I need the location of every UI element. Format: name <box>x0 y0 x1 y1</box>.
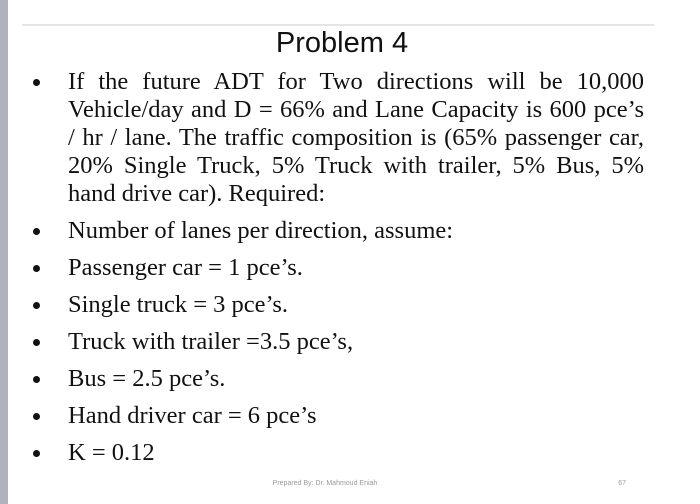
bullet-list <box>0 68 644 476</box>
bullet-dot-icon <box>33 450 40 457</box>
footer-page-number: 67 <box>618 480 626 487</box>
bullet-text: If the future ADT for Two directions will be 10,000 Vehicle/day and D = 66% and Lane Capacity is 600 pce’s / hr / lane. The traffic composition is (65% passenger car, 20% Single Truck, 5% Truck with trailer, 5% Bus, 5% hand drive car). Required: <box>68 68 644 207</box>
footer-credit: Prepared By: Dr. Mahmoud Eniah <box>272 480 378 487</box>
bullet-text: Hand driver car = 6 pce’s <box>68 402 317 429</box>
bullet-item-problem-statement <box>0 68 644 208</box>
slide-title: Problem 4 <box>275 27 409 59</box>
bullet-dot-icon <box>33 339 40 346</box>
bullet-text: Bus = 2.5 pce’s. <box>68 365 226 392</box>
bullet-text: Single truck = 3 pce’s. <box>68 291 288 318</box>
bullet-dot-icon <box>33 265 40 272</box>
bullet-dot-icon <box>33 413 40 420</box>
slide-top-border <box>22 24 654 26</box>
bullet-item-lanes-required <box>0 217 644 245</box>
bullet-text: Truck with trailer =3.5 pce’s, <box>68 328 354 355</box>
bullet-dot-icon <box>33 79 40 86</box>
bullet-item-passenger-car <box>0 254 644 282</box>
bullet-item-truck-with-trailer <box>0 328 644 356</box>
bullet-item-hand-driver-car <box>0 402 644 430</box>
bullet-text: K = 0.12 <box>68 439 155 466</box>
bullet-item-single-truck <box>0 291 644 319</box>
bullet-item-bus <box>0 365 644 393</box>
bullet-dot-icon <box>33 302 40 309</box>
bullet-text: Passenger car = 1 pce’s. <box>68 254 303 281</box>
bullet-item-k-factor <box>0 439 644 467</box>
bullet-text: Number of lanes per direction, assume: <box>68 217 454 244</box>
bullet-dot-icon <box>33 228 40 235</box>
bullet-dot-icon <box>33 376 40 383</box>
